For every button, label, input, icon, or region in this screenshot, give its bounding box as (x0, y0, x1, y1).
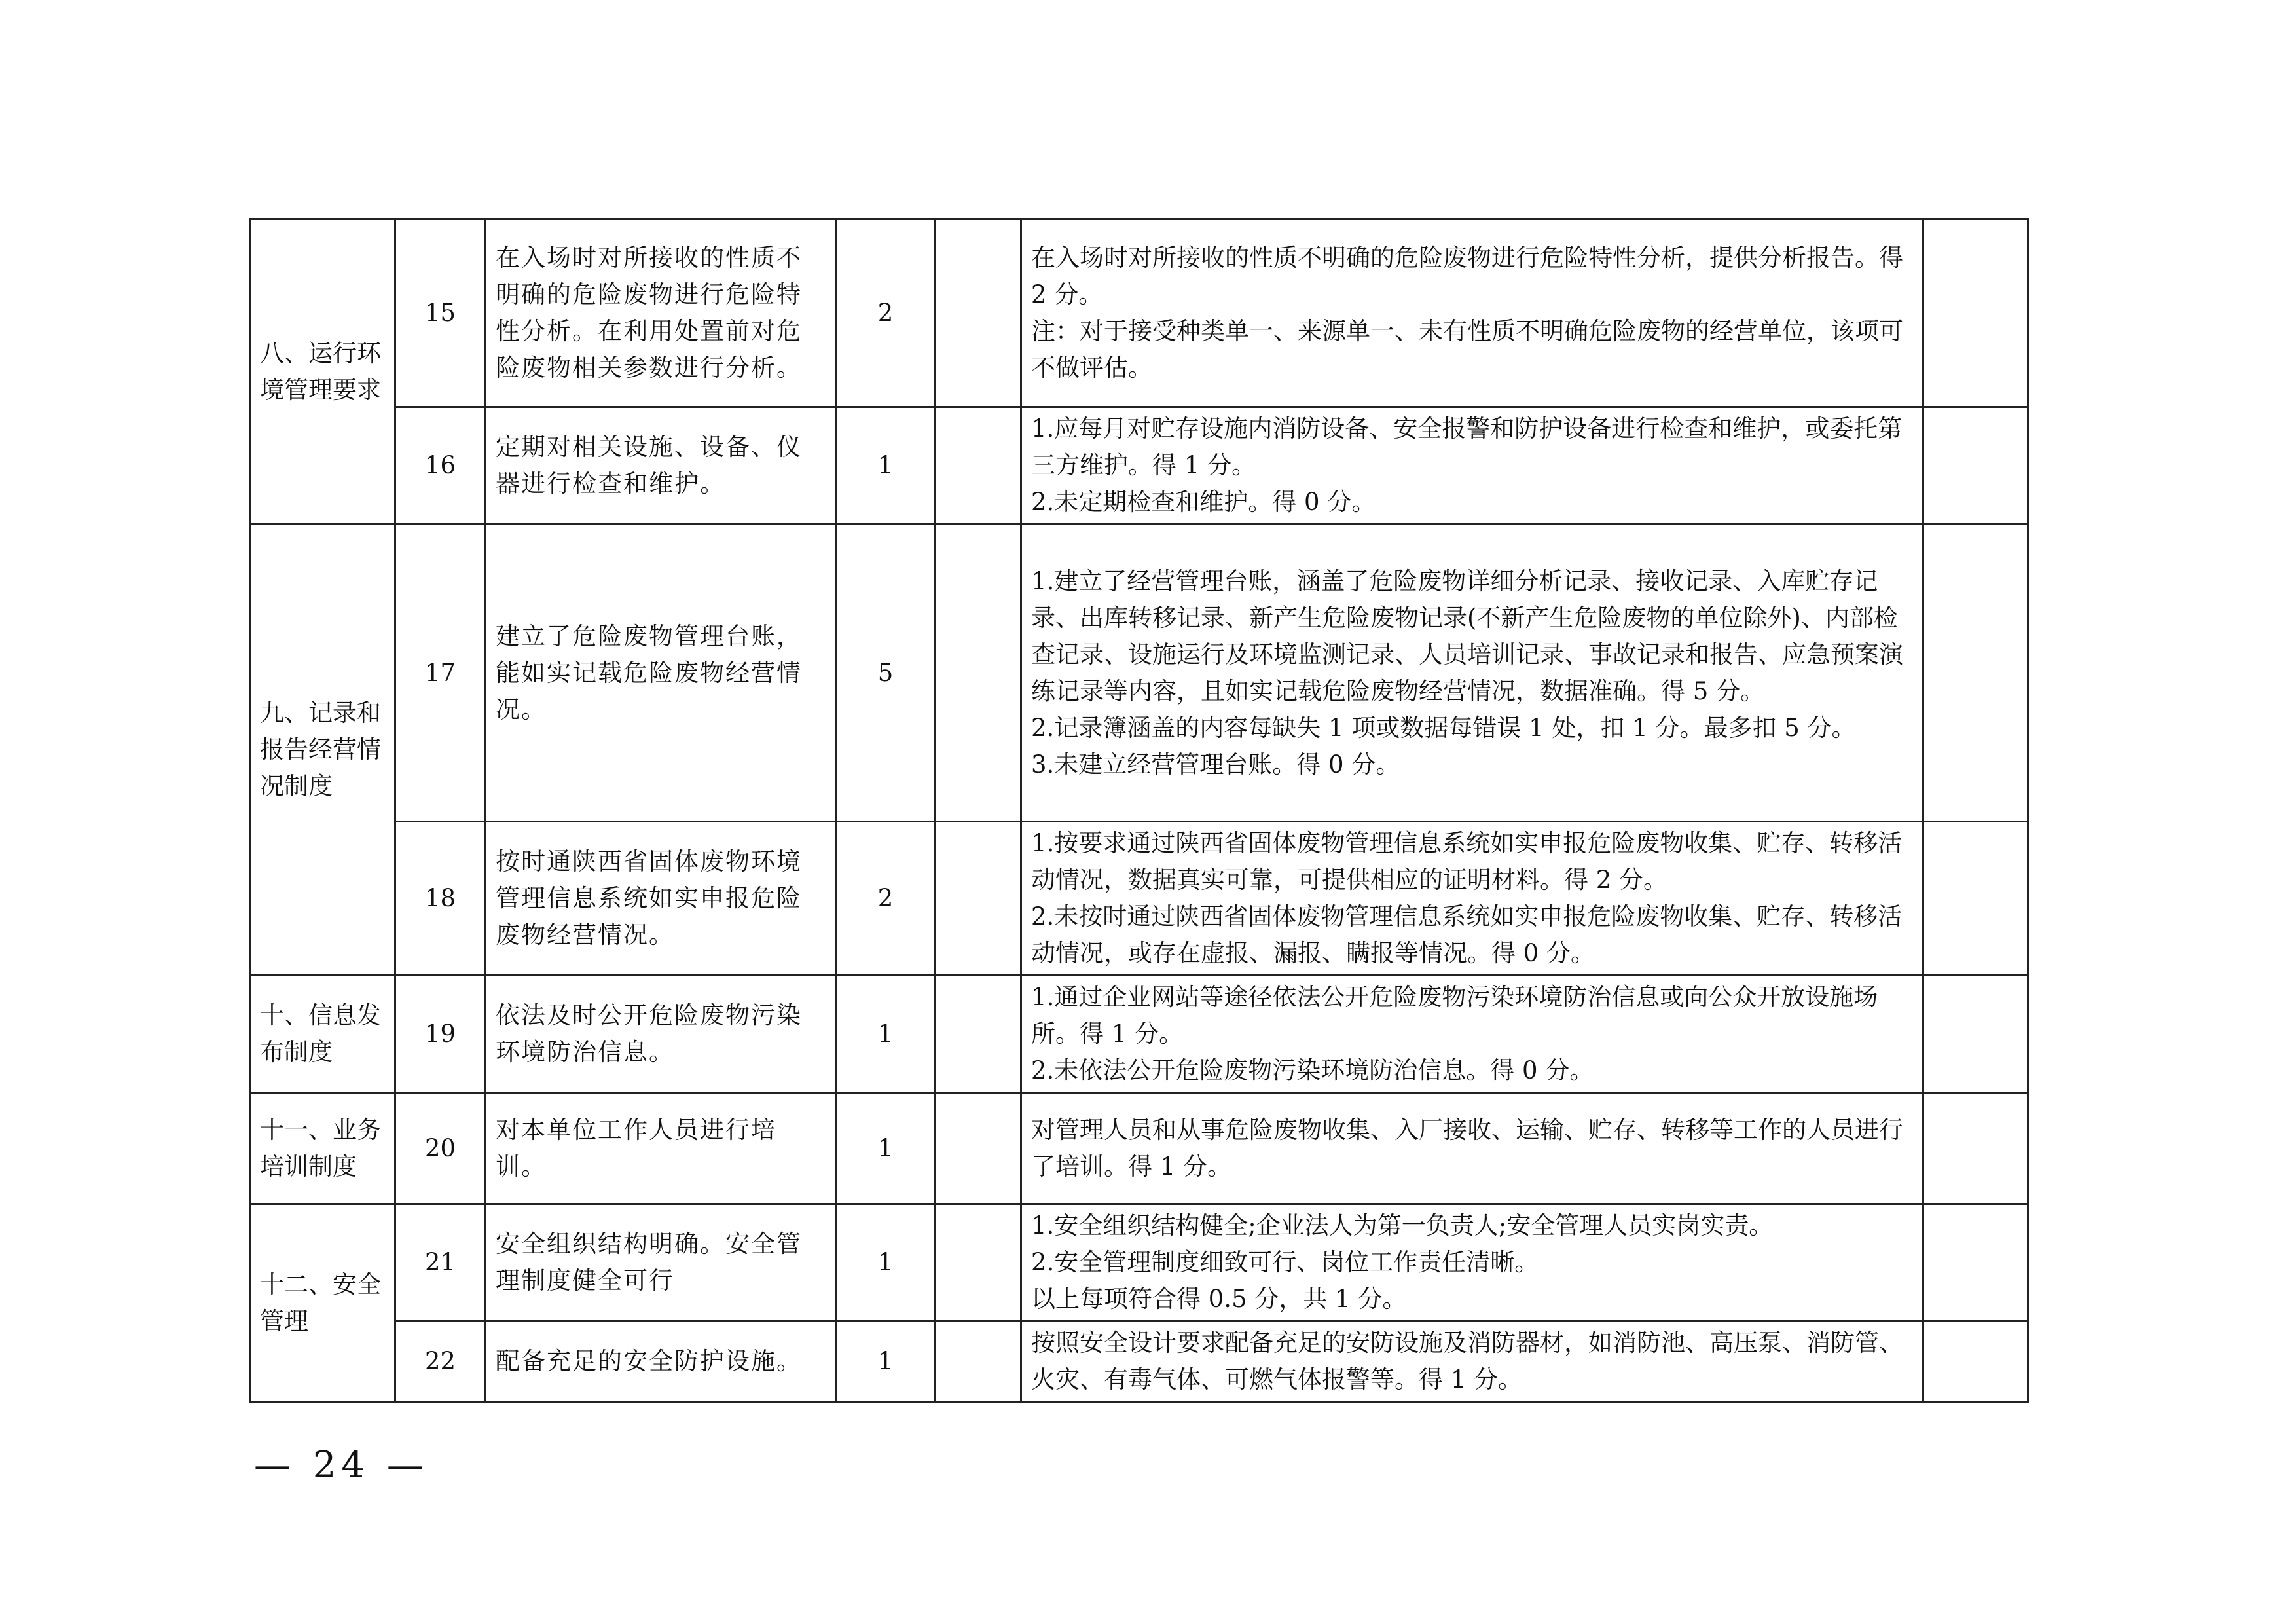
score-cell: 1 (837, 1093, 935, 1204)
standard-cell (1021, 822, 1923, 976)
evaluation-table (249, 218, 2029, 1403)
self-score-cell (935, 1204, 1021, 1321)
standard-cell (1021, 976, 1923, 1093)
category-cell: 九、记录和报告经营情况制度 (250, 525, 395, 976)
score-cell: 1 (837, 1321, 935, 1402)
self-score-cell (935, 525, 1021, 822)
criterion-cell: 安全组织结构明确。安全管理制度健全可行 (486, 1204, 837, 1321)
standard-line: 1.建立了经营管理台账，涵盖了危险废物详细分析记录、接收记录、入库贮存记录、出库转移记录、新产生危险废物记录(不新产生危险废物的单位除外)、内部检查记录、设施运行及环境监测记录、人员培训记录、事故记录和报告、应急预案演练记录等内容，且如实记载危险废物经营情况，数据准确。得 5 分。 (1031, 566, 1903, 705)
table-row (250, 822, 2028, 976)
score-cell: 5 (837, 525, 935, 822)
remark-cell (1923, 219, 2028, 407)
standard-line: 1.通过企业网站等途径依法公开危险废物污染环境防治信息或向公众开放设施场所。得 1 分。 (1031, 983, 1878, 1048)
standard-line: 1.安全组织结构健全;企业法人为第一负责人;安全管理人员实岗实责。 (1031, 1211, 1774, 1240)
standard-line: 2.未按时通过陕西省固体废物管理信息系统如实申报危险废物收集、贮存、转移活动情况，或存在虚报、漏报、瞒报等情况。得 0 分。 (1031, 902, 1903, 967)
criterion-cell: 对本单位工作人员进行培训。 (486, 1093, 837, 1204)
page-number: — 24 — (254, 1444, 429, 1486)
remark-cell (1923, 1093, 2028, 1204)
remark-cell (1923, 1321, 2028, 1402)
score-cell: 1 (837, 1204, 935, 1321)
standard-cell (1021, 219, 1923, 407)
table-row (250, 1204, 2028, 1321)
self-score-cell (935, 407, 1021, 525)
category-cell: 十、信息发布制度 (250, 976, 395, 1093)
table-row (250, 407, 2028, 525)
standard-line: 2.未依法公开危险废物污染环境防治信息。得 0 分。 (1031, 1056, 1594, 1084)
item-number: 20 (395, 1093, 486, 1204)
table-row (250, 1093, 2028, 1204)
item-number: 18 (395, 822, 486, 976)
criterion-cell: 定期对相关设施、设备、仪器进行检查和维护。 (486, 407, 837, 525)
criterion-cell: 在入场时对所接收的性质不明确的危险废物进行危险特性分析。在利用处置前对危险废物相关参数进行分析。 (486, 219, 837, 407)
standard-line: 在入场时对所接收的性质不明确的危险废物进行危险特性分析，提供分析报告。得 2 分。 (1031, 244, 1903, 308)
standard-line: 注：对于接受种类单一、来源单一、未有性质不明确危险废物的经营单位，该项可不做评估。 (1031, 317, 1903, 382)
category-cell: 八、运行环境管理要求 (250, 219, 395, 525)
criterion-cell: 按时通陕西省固体废物环境管理信息系统如实申报危险废物经营情况。 (486, 822, 837, 976)
score-cell: 2 (837, 219, 935, 407)
self-score-cell (935, 219, 1021, 407)
criterion-cell: 建立了危险废物管理台账，能如实记载危险废物经营情况。 (486, 525, 837, 822)
remark-cell (1923, 407, 2028, 525)
standard-line: 1.应每月对贮存设施内消防设备、安全报警和防护设备进行检查和维护，或委托第三方维护。得 1 分。 (1031, 415, 1903, 479)
table-row (250, 219, 2028, 407)
standard-cell (1021, 407, 1923, 525)
table-row (250, 976, 2028, 1093)
self-score-cell (935, 1093, 1021, 1204)
item-number: 19 (395, 976, 486, 1093)
category-cell: 十二、安全管理 (250, 1204, 395, 1402)
criterion-cell: 配备充足的安全防护设施。 (486, 1321, 837, 1402)
remark-cell (1923, 1204, 2028, 1321)
standard-line: 3.未建立经营管理台账。得 0 分。 (1031, 750, 1400, 779)
item-number: 21 (395, 1204, 486, 1321)
standard-cell (1021, 1093, 1923, 1204)
self-score-cell (935, 1321, 1021, 1402)
standard-cell (1021, 1204, 1923, 1321)
standard-line: 按照安全设计要求配备充足的安防设施及消防器材，如消防池、高压泵、消防管、火灾、有毒气体、可燃气体报警等。得 1 分。 (1031, 1329, 1903, 1393)
item-number: 22 (395, 1321, 486, 1402)
standard-line: 2.未定期检查和维护。得 0 分。 (1031, 488, 1376, 516)
standard-cell (1021, 1321, 1923, 1402)
standard-line: 1.按要求通过陕西省固体废物管理信息系统如实申报危险废物收集、贮存、转移活动情况，数据真实可靠，可提供相应的证明材料。得 2 分。 (1031, 829, 1903, 894)
score-cell: 1 (837, 407, 935, 525)
remark-cell (1923, 525, 2028, 822)
item-number: 15 (395, 219, 486, 407)
score-cell: 1 (837, 976, 935, 1093)
item-number: 16 (395, 407, 486, 525)
standard-line: 2.记录簿涵盖的内容每缺失 1 项或数据每错误 1 处，扣 1 分。最多扣 5 分。 (1031, 713, 1856, 742)
standard-line: 以上每项符合得 0.5 分，共 1 分。 (1031, 1285, 1407, 1313)
remark-cell (1923, 976, 2028, 1093)
table-row (250, 525, 2028, 822)
score-cell: 2 (837, 822, 935, 976)
self-score-cell (935, 976, 1021, 1093)
self-score-cell (935, 822, 1021, 976)
standard-line: 对管理人员和从事危险废物收集、入厂接收、运输、贮存、转移等工作的人员进行了培训。得 1 分。 (1031, 1115, 1903, 1181)
category-cell: 十一、业务培训制度 (250, 1093, 395, 1204)
remark-cell (1923, 822, 2028, 976)
item-number: 17 (395, 525, 486, 822)
standard-cell (1021, 525, 1923, 822)
criterion-cell: 依法及时公开危险废物污染环境防治信息。 (486, 976, 837, 1093)
standard-line: 2.安全管理制度细致可行、岗位工作责任清晰。 (1031, 1248, 1539, 1276)
table-row (250, 1321, 2028, 1402)
